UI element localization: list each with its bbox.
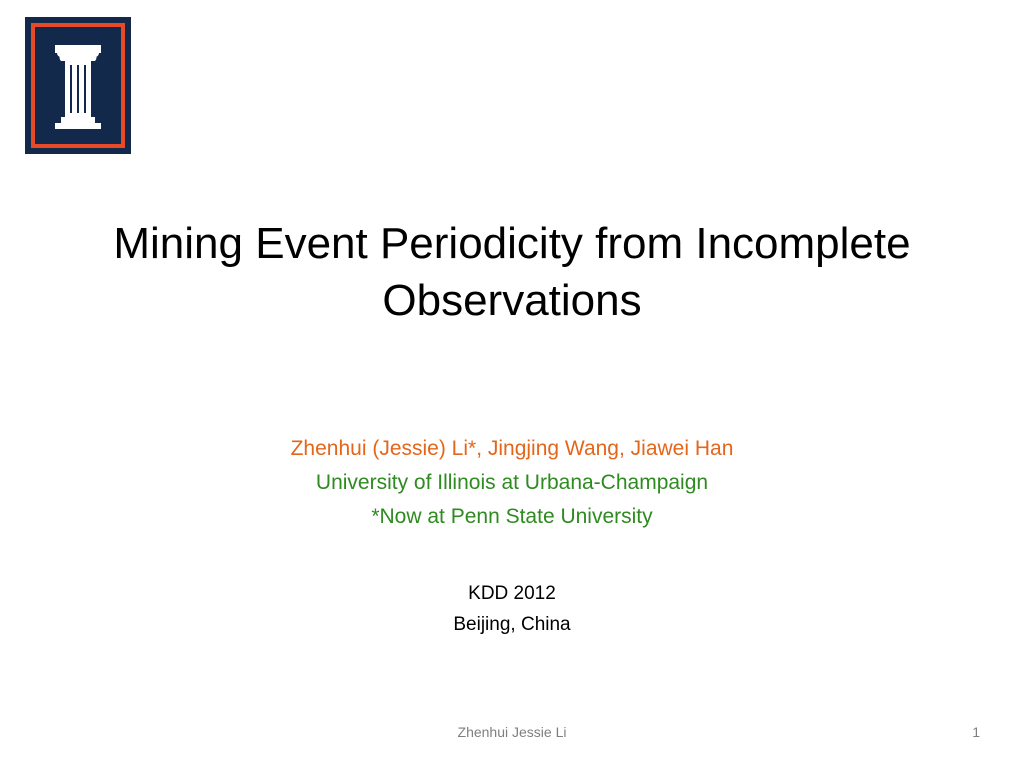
illinois-logo-icon [25,17,131,154]
footer-author: Zhenhui Jessie Li [457,724,567,740]
author-note: *Now at Penn State University [371,505,653,528]
slide-title [40,215,984,329]
title-line-1: Mining Event Periodicity from Incomplete [113,219,911,268]
author-affiliation: University of Illinois at Urbana-Champaign [315,471,709,494]
conference-name: KDD 2012 [468,583,556,604]
title-line-2: Observations [382,276,642,325]
author-names: Zhenhui (Jessie) Li*, Jingjing Wang, Jiawei Han [290,437,734,460]
slide-number: 1 [972,724,980,740]
author-block [100,432,924,534]
conference-location: Beijing, China [453,614,571,635]
conference-block [200,578,824,640]
